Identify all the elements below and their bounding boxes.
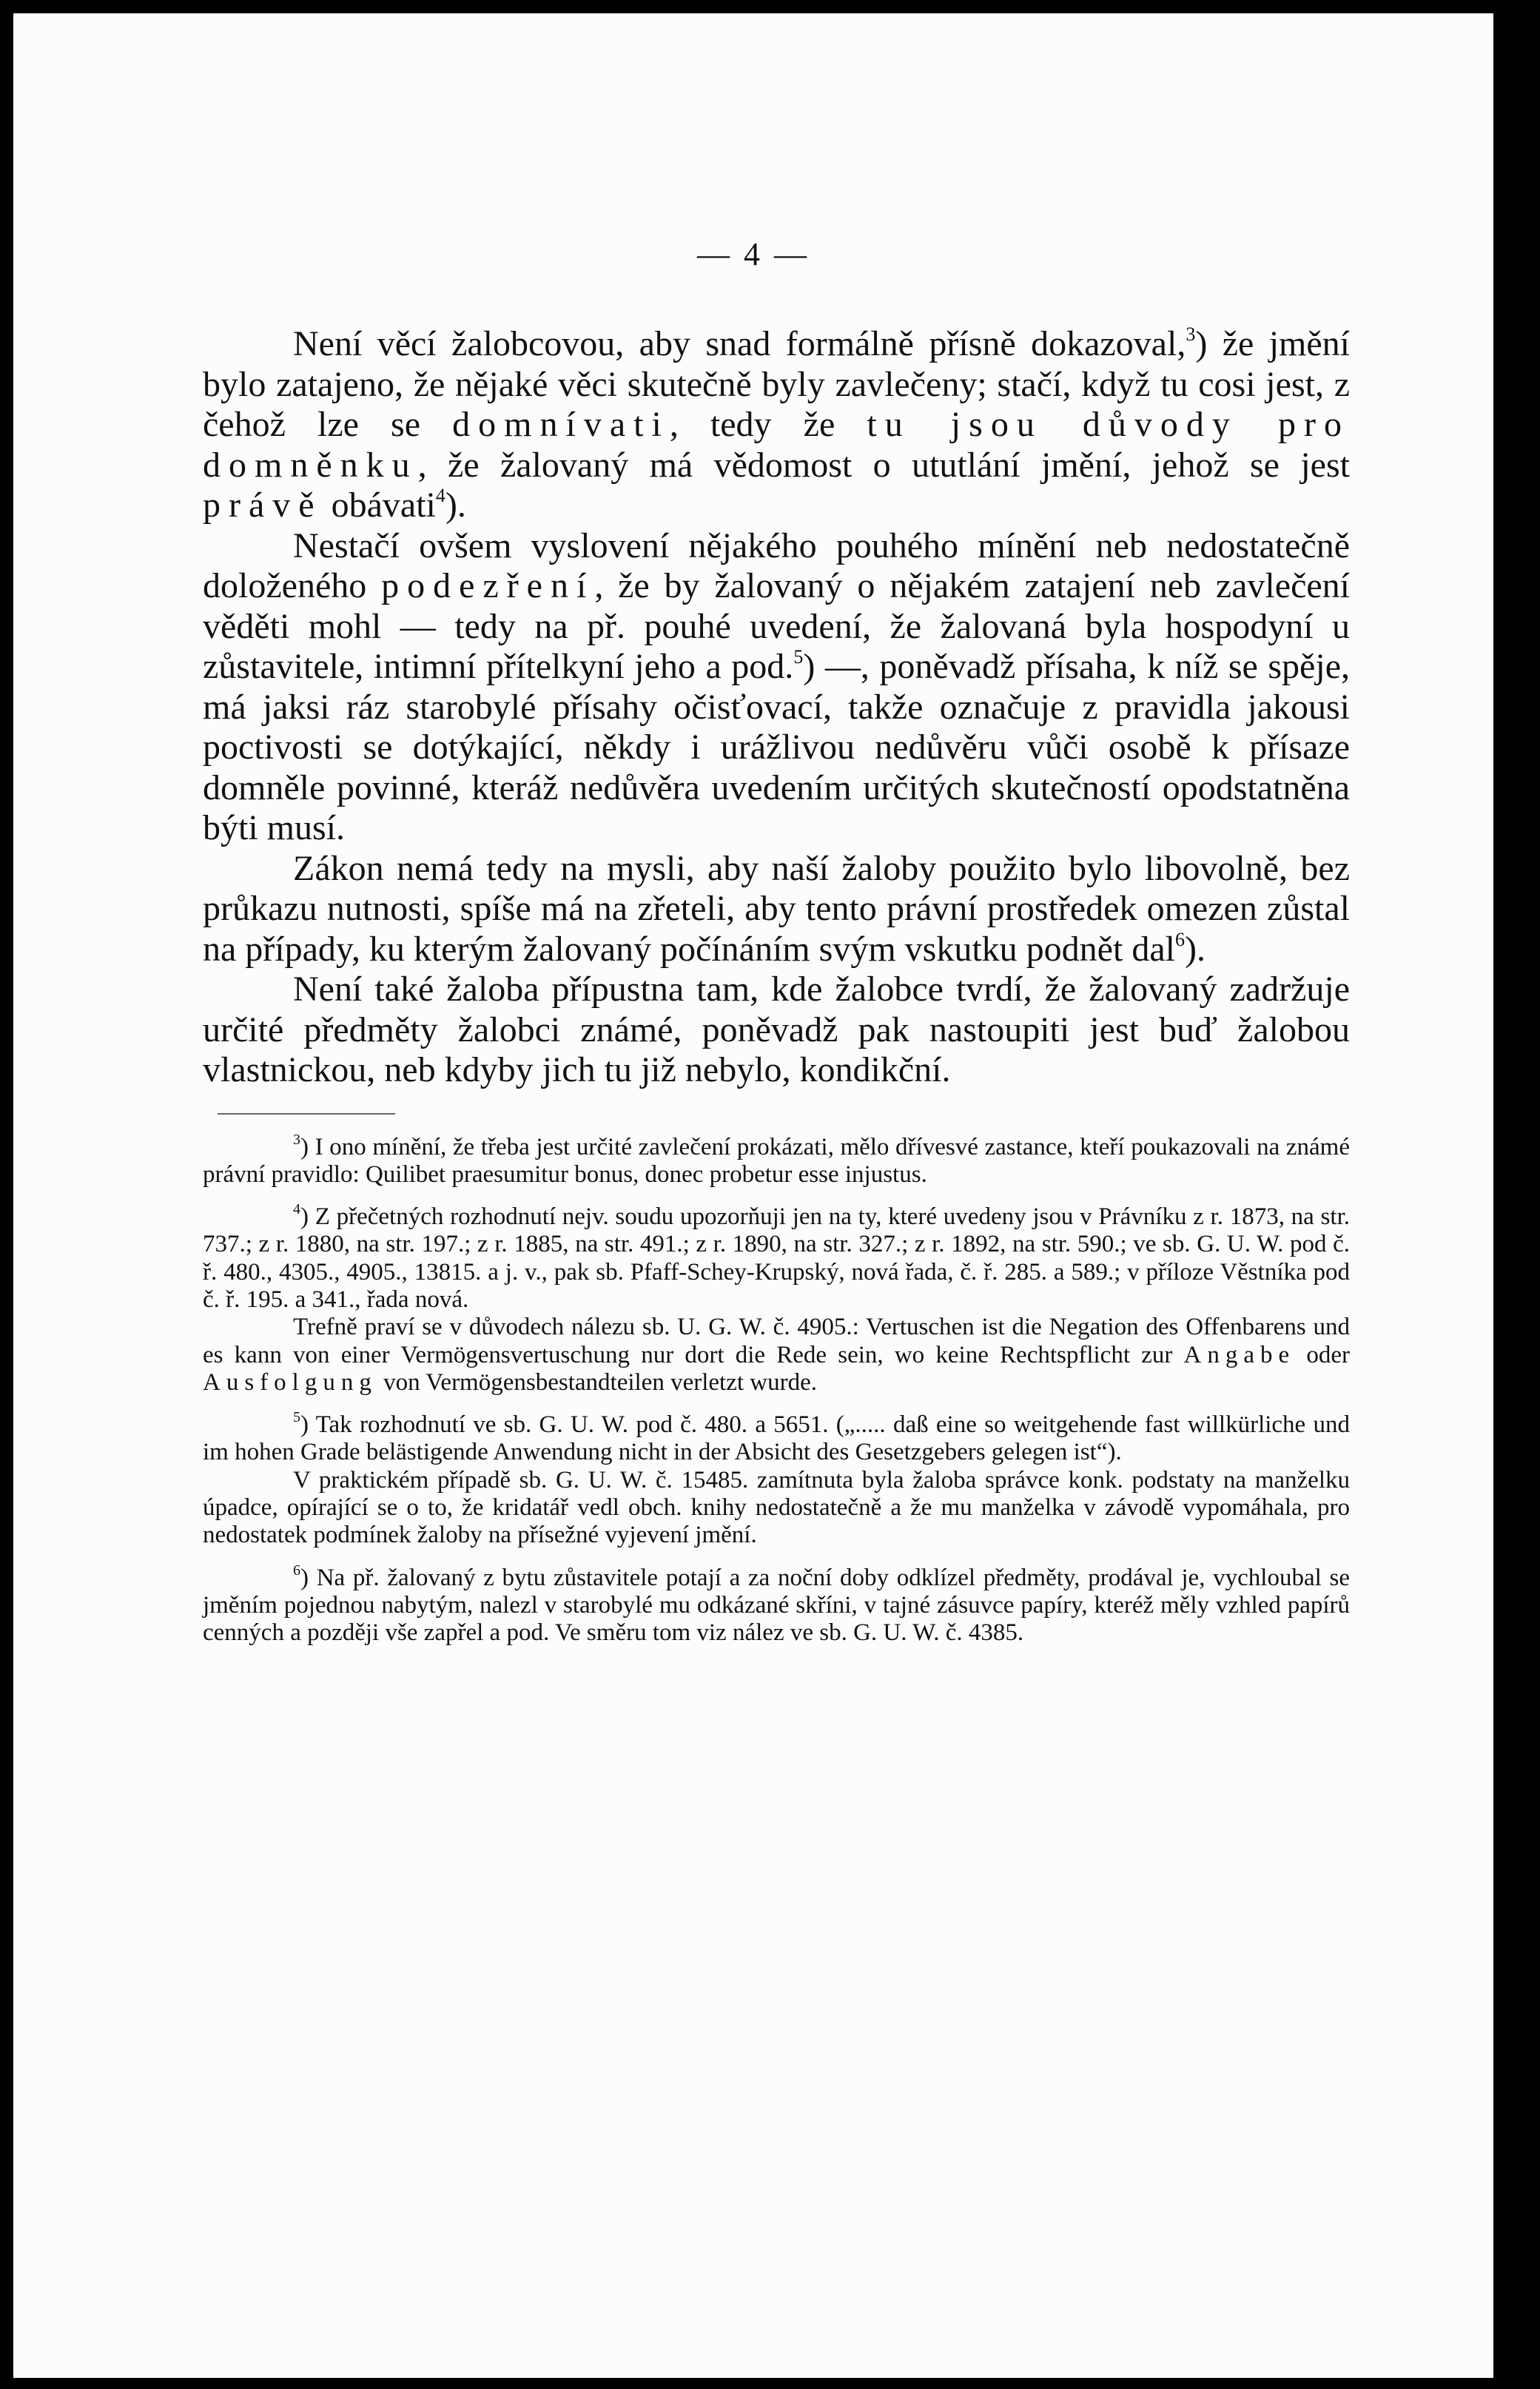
footnote-3 <box>203 1131 1350 1189</box>
spaced-emphasis: tu jsou důvody pro domněnku <box>203 405 1351 485</box>
footnote-mark: 3 <box>293 1131 300 1148</box>
text-run: , tedy že <box>669 405 835 444</box>
footnote-text: ) Tak rozhodnutí ve sb. G. U. W. pod č. 480. a 5651. („..... daß eine so weitgehende fast willkürliche und im hohen Grade belästigende Anwendung nicht in der Absicht des Gesetzgebers gelegen ist“). <box>203 1411 1350 1466</box>
footnote-mark: 6 <box>293 1562 300 1579</box>
paragraph-2 <box>203 526 1350 849</box>
footnote-mark: 4 <box>293 1201 300 1218</box>
paragraph-3 <box>203 849 1350 970</box>
footnote-5 <box>203 1411 1350 1467</box>
footnote-ref-4: 4 <box>435 485 445 506</box>
paragraph-4 <box>203 970 1350 1091</box>
text-run: ) že jmění bylo zatajeno, že nějaké věci skutečně byly zavlečeny; stačí, když tu cosi jest, z čehož lze se <box>203 324 1351 444</box>
footnote-mark: 5 <box>293 1409 300 1426</box>
footnote-ref-6: 6 <box>1174 928 1185 950</box>
text-run: ) —, poněvadž přísaha, k níž se spěje, má jaksi ráz starobylé přísahy očisťovací, takže označuje z pravidla jakousi poctivosti se dotýkající, někdy i urážlivou nedůvěru vůči osobě k přísaze domněle povinné, kteráž nedůvěra uvedením určitých skutečností opodstatněna býti musí. <box>203 647 1350 847</box>
footnote-5-continued <box>203 1467 1350 1550</box>
scanned-page <box>13 13 1493 2378</box>
spaced-emphasis: právě <box>203 485 323 525</box>
footnote-ref-3: 3 <box>1186 323 1196 345</box>
scan-border <box>1507 0 1540 2389</box>
spaced-emphasis: Ausfolgung <box>203 1368 377 1396</box>
text-run: Není věcí žalobcovou, aby snad formálně přísně dokazoval, <box>293 324 1186 363</box>
footnote-4-continued <box>203 1314 1350 1397</box>
text-run: , že by žalovaný o nějakém zatajení neb zavlečení věděti mohl — tedy na př. pouhé uvedení, že žalovaná byla hospodyní u zůstavitele, intimní přítelkyní jeho a pod. <box>203 566 1351 686</box>
footnote-text: V praktickém případě sb. G. U. W. č. 15485. zamítnuta byla žaloba správce konk. podstaty na manželku úpadce, opírající se o to, že kridatář vedl obch. knihy nedostatečně a že mu manželka v závodě vypomáhala, pro nedostatek podmínek žaloby na přísežné vyjevení jmění. <box>203 1466 1350 1549</box>
text-run: Nestačí ovšem vyslovení nějakého pouhého mínění neb nedostatečně doloženého <box>203 525 1350 605</box>
footnote-text: oder <box>1306 1341 1351 1368</box>
footnote-text: ) Na př. žalovaný z bytu zůstavitele potají a za noční doby odklízel předměty, prodával je, vychloubal se jměním pojednou nabytým, nalezl v starobylé mu odkázané skříni, v tajné zásuvce papíry, kteréž měly vzhled papírů cenných a později vše zapřel a pod. Ve směru tom viz nález ve sb. G. U. W. č. 4385. <box>203 1564 1350 1647</box>
footnote-text: ) I ono mínění, že třeba jest určité zavlečení prokázati, mělo dřívesvé zastance, kteří poukazovali na známé právní pravidlo: Quilibet praesumitur bonus, donec probetur esse injustus. <box>203 1133 1350 1188</box>
page-number: — 4 — <box>697 236 810 272</box>
text-run: , že žalovaný má vědomost o ututlání jmění, jehož se jest <box>417 445 1350 485</box>
footnote-text: von Vermögensbestandteilen verletzt wurde. <box>383 1368 817 1396</box>
text-run: ). <box>1184 929 1206 969</box>
footnote-4 <box>203 1203 1350 1314</box>
footnote-6 <box>203 1562 1350 1647</box>
footnote-divider <box>218 1113 395 1115</box>
paragraph-1 <box>203 324 1350 526</box>
main-text <box>203 324 1350 1647</box>
spaced-emphasis: podezření <box>381 566 595 605</box>
text-run: obávati <box>331 485 436 525</box>
text-run: Není také žaloba přípustna tam, kde žalobce tvrdí, že žalovaný zadržuje určité předměty žalobci známé, poněvadž pak nastoupiti jest buď žalobou vlastnickou, neb kdyby jich tu již nebylo, kondikční. <box>203 970 1350 1089</box>
spaced-emphasis: domnívati <box>452 405 670 444</box>
text-run: Zákon nemá tedy na mysli, aby naší žaloby použito bylo libovolně, bez průkazu nutnosti, spíše má na zřeteli, aby tento právní prostředek omezen zůstal na případy, ku kterým žalovaný počínáním svým vskutku podnět dal <box>203 848 1350 969</box>
footnote-ref-5: 5 <box>793 646 804 668</box>
footnote-text: ) Z přečetných rozhodnutí nejv. soudu upozorňuji jen na ty, které uvedeny jsou v Právníku z r. 1873, na str. 737.; z r. 1880, na str. 197.; z r. 1885, na str. 491.; z r. 1890, na str. 327.; z r. 1892, na str. 590.; ve sb. G. U. W. pod č. ř. 480., 4305., 4905., 13815. a j. v., pak sb. Pfaff-Schey-Krupský, nová řada, č. ř. 285. a 589.; v příloze Věstníka pod č. ř. 195. a 341., řada nová. <box>203 1203 1350 1313</box>
footnote-text: Trefně praví se v důvodech nálezu sb. U. G. W. č. 4905.: Vertuschen ist die Negation des Offenbarens und es kann von einer Vermögensvertuschung nur dort die Rede sein, wo keine Rechtspflicht zur <box>203 1314 1350 1368</box>
spaced-emphasis: Angabe <box>1183 1341 1296 1368</box>
text-run: ). <box>445 485 466 525</box>
